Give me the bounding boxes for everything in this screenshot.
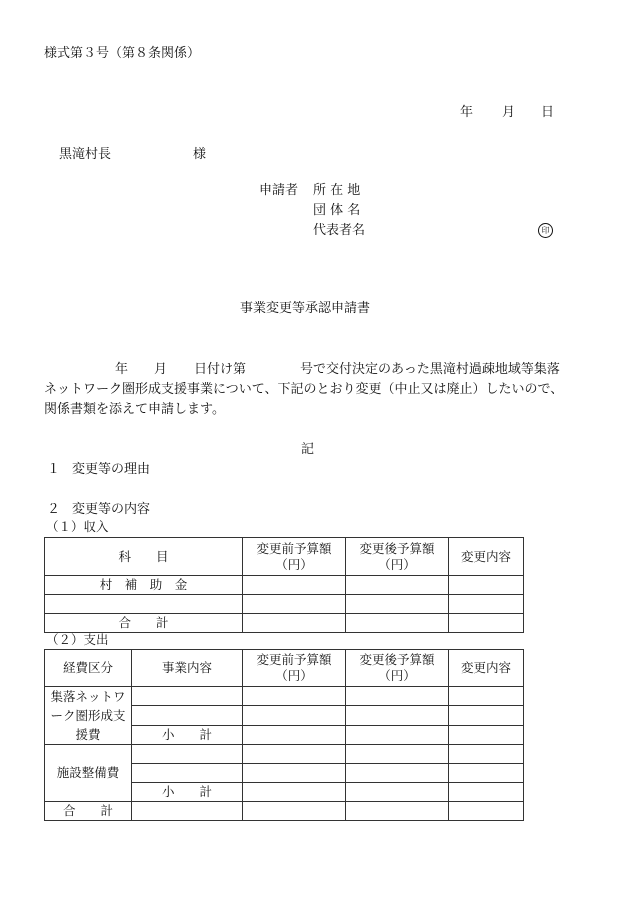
expense-cat2-r1-content-cell[interactable] bbox=[449, 745, 524, 764]
expense-total-before-cell[interactable] bbox=[243, 802, 346, 821]
expense-cat1-r2-after-cell[interactable] bbox=[346, 706, 449, 725]
expense-header-row bbox=[45, 650, 524, 687]
income-header-content: 変更内容 bbox=[449, 538, 524, 576]
expense-header-after bbox=[346, 650, 449, 687]
body-month: 月 bbox=[154, 362, 168, 377]
expense-header-business: 事業内容 bbox=[132, 650, 243, 687]
addressee-name: 黒滝村長 bbox=[59, 147, 112, 162]
expense-table bbox=[44, 649, 524, 821]
expense-header-after-label: 変更後予算額 bbox=[359, 652, 435, 668]
expense-total-business-cell[interactable] bbox=[132, 802, 243, 821]
income-row-blank bbox=[45, 595, 524, 614]
expense-header-before bbox=[243, 650, 346, 687]
expense-cat2-subtotal-content-cell[interactable] bbox=[449, 783, 524, 802]
income-header-before-label: 変更前予算額 bbox=[256, 540, 332, 556]
date-month-label: 月 bbox=[502, 105, 516, 120]
seal-icon: 印 bbox=[538, 223, 553, 238]
expense-caption: （２）支出 bbox=[46, 632, 109, 647]
income-subsidy-content-cell[interactable] bbox=[449, 576, 524, 595]
expense-cat1-subtotal-after-cell[interactable] bbox=[346, 725, 449, 744]
expense-cat2-subtotal-label: 小 計 bbox=[132, 783, 243, 802]
income-row-subsidy bbox=[45, 576, 524, 595]
income-header-before-unit: （円） bbox=[275, 556, 313, 572]
income-total-label: 合 計 bbox=[45, 614, 243, 633]
address-label: 所 在 地 bbox=[313, 183, 361, 198]
body-line2: ネットワーク圏形成支援事業について、下記のとおり変更（中止又は廃止）したいので、 bbox=[44, 382, 564, 397]
section1-label: 変更等の理由 bbox=[72, 462, 151, 477]
income-header-row bbox=[45, 538, 524, 576]
body-line3: 関係書類を添えて申請します。 bbox=[44, 402, 225, 417]
date-year-label: 年 bbox=[460, 105, 474, 120]
expense-header-after-unit: （円） bbox=[378, 668, 416, 683]
expense-cat1-subtotal-label: 小 計 bbox=[132, 725, 243, 744]
income-header-after bbox=[346, 538, 449, 576]
expense-total-after-cell[interactable] bbox=[346, 802, 449, 821]
income-blank-before-cell[interactable] bbox=[243, 595, 346, 614]
income-blank-subject-cell[interactable] bbox=[45, 595, 243, 614]
org-name-label: 団 体 名 bbox=[313, 203, 361, 218]
expense-cat2-subtotal-before-cell[interactable] bbox=[243, 783, 346, 802]
expense-category2-label: 施設整備費 bbox=[45, 745, 132, 802]
body-dated: 日付け第 bbox=[194, 362, 247, 377]
section1-number: １ bbox=[47, 462, 61, 477]
section2-label: 変更等の内容 bbox=[72, 502, 151, 517]
expense-header-before-label: 変更前予算額 bbox=[256, 652, 332, 668]
section2-number: ２ bbox=[47, 502, 61, 517]
document-title: 事業変更等承認申請書 bbox=[240, 301, 371, 316]
expense-header-content: 変更内容 bbox=[449, 650, 524, 687]
expense-cat1-r1-after-cell[interactable] bbox=[346, 687, 449, 706]
ki-heading: 記 bbox=[301, 442, 315, 457]
income-table bbox=[44, 537, 524, 633]
date-day-label: 日 bbox=[541, 105, 555, 120]
addressee-honorific: 様 bbox=[193, 147, 207, 162]
expense-total-label: 合 計 bbox=[45, 802, 132, 821]
income-header-after-unit: （円） bbox=[378, 556, 416, 572]
expense-header-category: 経費区分 bbox=[45, 650, 132, 687]
income-subsidy-label: 村 補 助 金 bbox=[45, 576, 243, 595]
expense-cat1-r2-content-cell[interactable] bbox=[449, 706, 524, 725]
income-header-before bbox=[243, 538, 346, 576]
expense-cat1-r2-business-cell[interactable] bbox=[132, 706, 243, 725]
expense-total-row bbox=[45, 802, 524, 821]
expense-cat2-r1-before-cell[interactable] bbox=[243, 745, 346, 764]
income-blank-content-cell[interactable] bbox=[449, 595, 524, 614]
income-row-total bbox=[45, 614, 524, 633]
expense-cat1-subtotal-content-cell[interactable] bbox=[449, 725, 524, 744]
income-blank-after-cell[interactable] bbox=[346, 595, 449, 614]
income-header-subject: 科 目 bbox=[45, 538, 243, 576]
expense-cat1-r1-before-cell[interactable] bbox=[243, 687, 346, 706]
expense-total-content-cell[interactable] bbox=[449, 802, 524, 821]
expense-cat2-r2-before-cell[interactable] bbox=[243, 764, 346, 783]
expense-cat2-row1 bbox=[45, 745, 524, 764]
income-subsidy-before-cell[interactable] bbox=[243, 576, 346, 595]
income-total-content-cell[interactable] bbox=[449, 614, 524, 633]
expense-cat2-r2-content-cell[interactable] bbox=[449, 764, 524, 783]
expense-header-before-unit: （円） bbox=[275, 668, 313, 683]
expense-cat2-r1-business-cell[interactable] bbox=[132, 745, 243, 764]
representative-label: 代表者名 bbox=[313, 223, 366, 238]
expense-category1-label: 集落ネットワーク圏形成支援費 bbox=[45, 687, 132, 745]
income-total-before-cell[interactable] bbox=[243, 614, 346, 633]
body-year: 年 bbox=[115, 362, 129, 377]
expense-cat1-r1-content-cell[interactable] bbox=[449, 687, 524, 706]
income-total-after-cell[interactable] bbox=[346, 614, 449, 633]
expense-cat2-subtotal-after-cell[interactable] bbox=[346, 783, 449, 802]
expense-cat1-row1 bbox=[45, 687, 524, 706]
expense-cat2-r2-business-cell[interactable] bbox=[132, 764, 243, 783]
income-subsidy-after-cell[interactable] bbox=[346, 576, 449, 595]
body-line1-rest: 号で交付決定のあった黒滝村過疎地域等集落 bbox=[300, 362, 560, 377]
expense-cat1-r2-before-cell[interactable] bbox=[243, 706, 346, 725]
expense-cat1-subtotal-before-cell[interactable] bbox=[243, 725, 346, 744]
income-header-after-label: 変更後予算額 bbox=[359, 540, 435, 556]
income-caption: （１）収入 bbox=[46, 519, 109, 534]
expense-cat1-r1-business-cell[interactable] bbox=[132, 687, 243, 706]
form-number: 様式第３号（第８条関係） bbox=[44, 46, 201, 61]
applicant-label: 申請者 bbox=[259, 183, 299, 198]
expense-cat2-r2-after-cell[interactable] bbox=[346, 764, 449, 783]
expense-cat2-r1-after-cell[interactable] bbox=[346, 745, 449, 764]
